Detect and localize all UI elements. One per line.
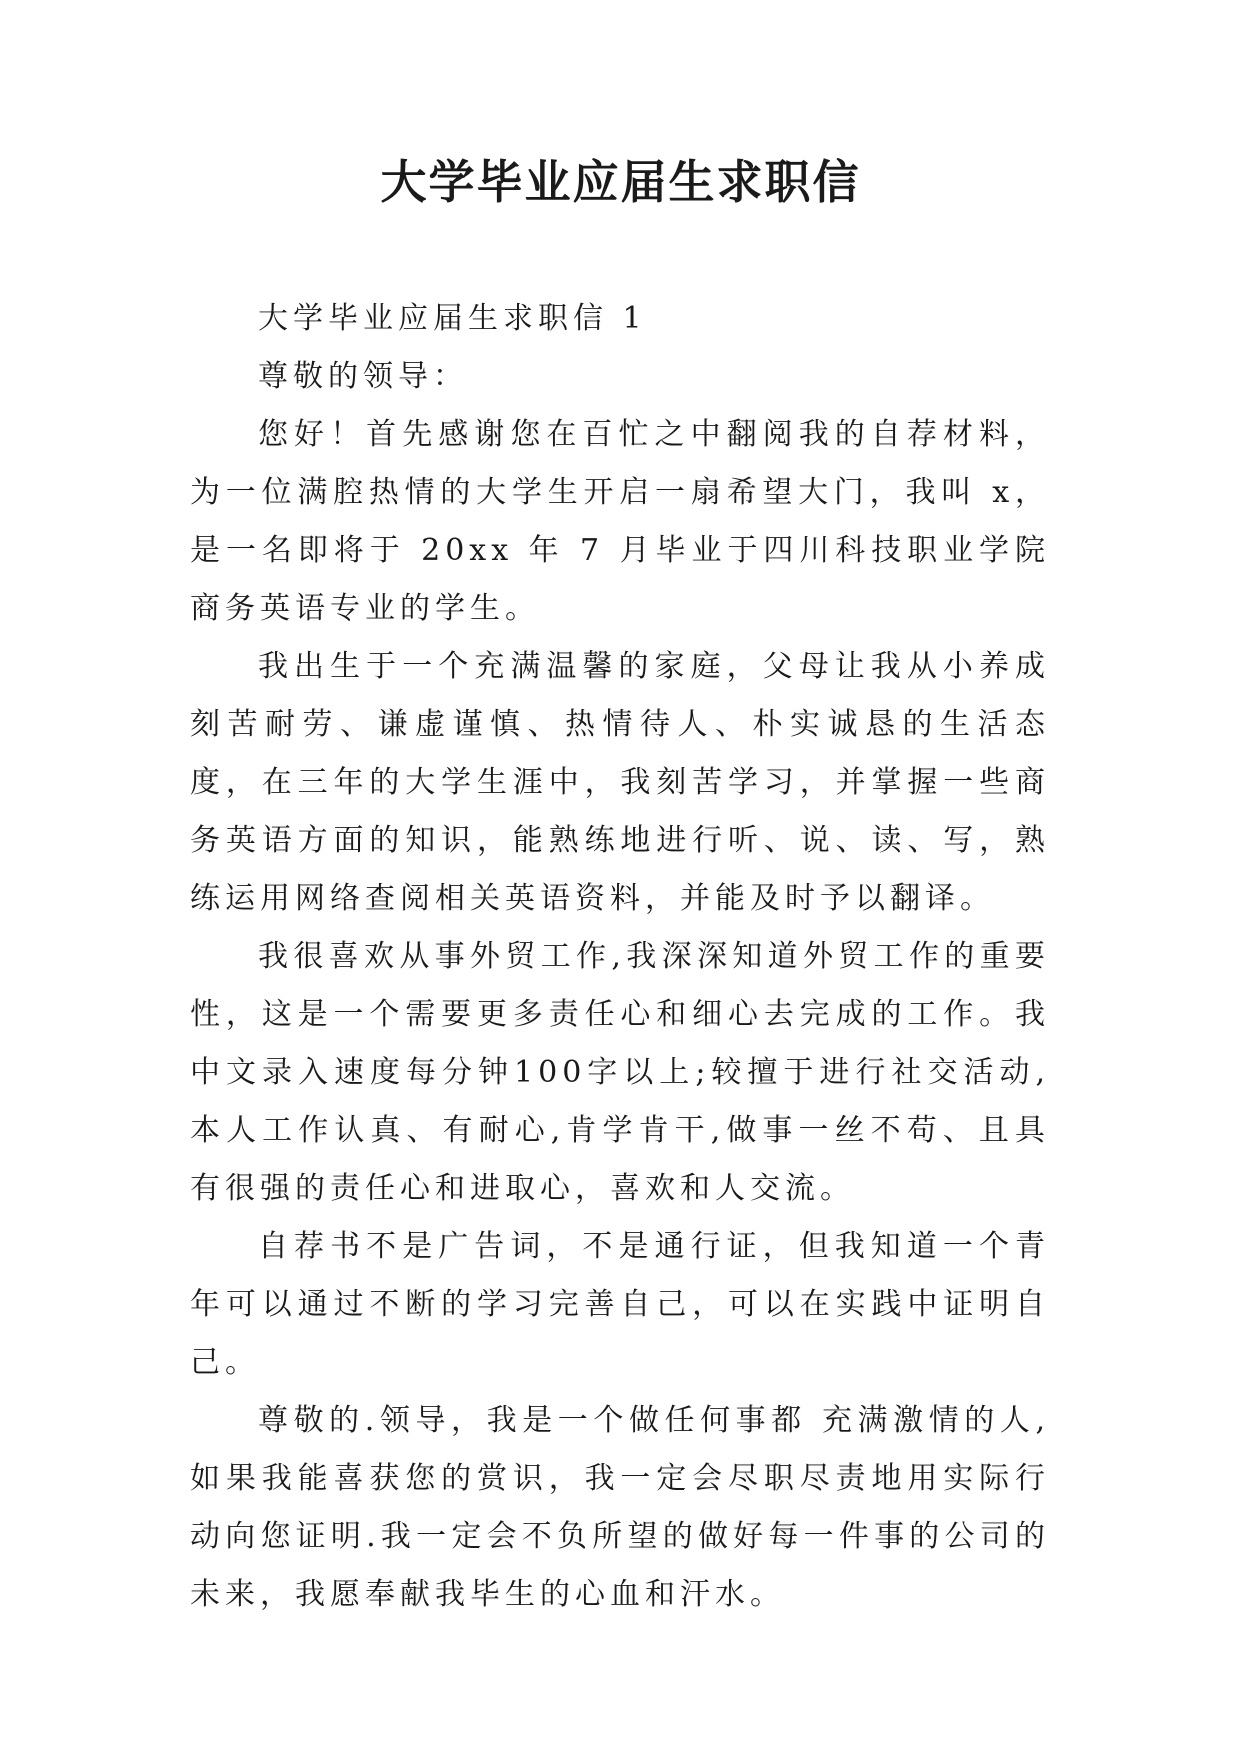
paragraph: 自荐书不是广告词，不是通行证，但我知道一个青年可以通过不断的学习完善自己，可以在实践中证明自己。 <box>190 1229 1050 1380</box>
paragraph: 我出生于一个充满温馨的家庭，父母让我从小养成刻苦耐劳、谦虚谨慎、热情待人、朴实诚恳的生活态度，在三年的大学生涯中，我刻苦学习，并掌握一些商务英语方面的知识，能熟练地进行听、说、读、写，熟练运用网络查阅相关英语资料，并能及时予以翻译。 <box>190 649 1050 916</box>
paragraph: 您好！首先感谢您在百忙之中翻阅我的自荐材料，为一位满腔热情的大学生开启一扇希望大门，我叫 x，是一名即将于 20xx 年 7 月毕业于四川科技职业学院商务英语专业的学生。 <box>190 417 1050 626</box>
document-body <box>190 290 1050 1624</box>
heading-line: 大学毕业应届生求职信 1 <box>258 301 647 336</box>
paragraph: 我很喜欢从事外贸工作,我深深知道外贸工作的重要性，这是一个需要更多责任心和细心去完成的工作。我中文录入速度每分钟100字以上;较擅于进行社交活动,本人工作认真、有耐心,肯学肯干,做事一丝不苟、且具有很强的责任心和进取心，喜欢和人交流。 <box>190 939 1050 1206</box>
paragraph: 尊敬的.领导，我是一个做任何事都 充满激情的人,如果我能喜获您的赏识，我一定会尽职尽责地用实际行动向您证明.我一定会不负所望的做好每一件事的公司的未来，我愿奉献我毕生的心血和汗水。 <box>190 1403 1050 1612</box>
salutation: 尊敬的领导： <box>258 359 468 394</box>
document-title: 大学毕业应届生求职信 <box>380 155 861 209</box>
